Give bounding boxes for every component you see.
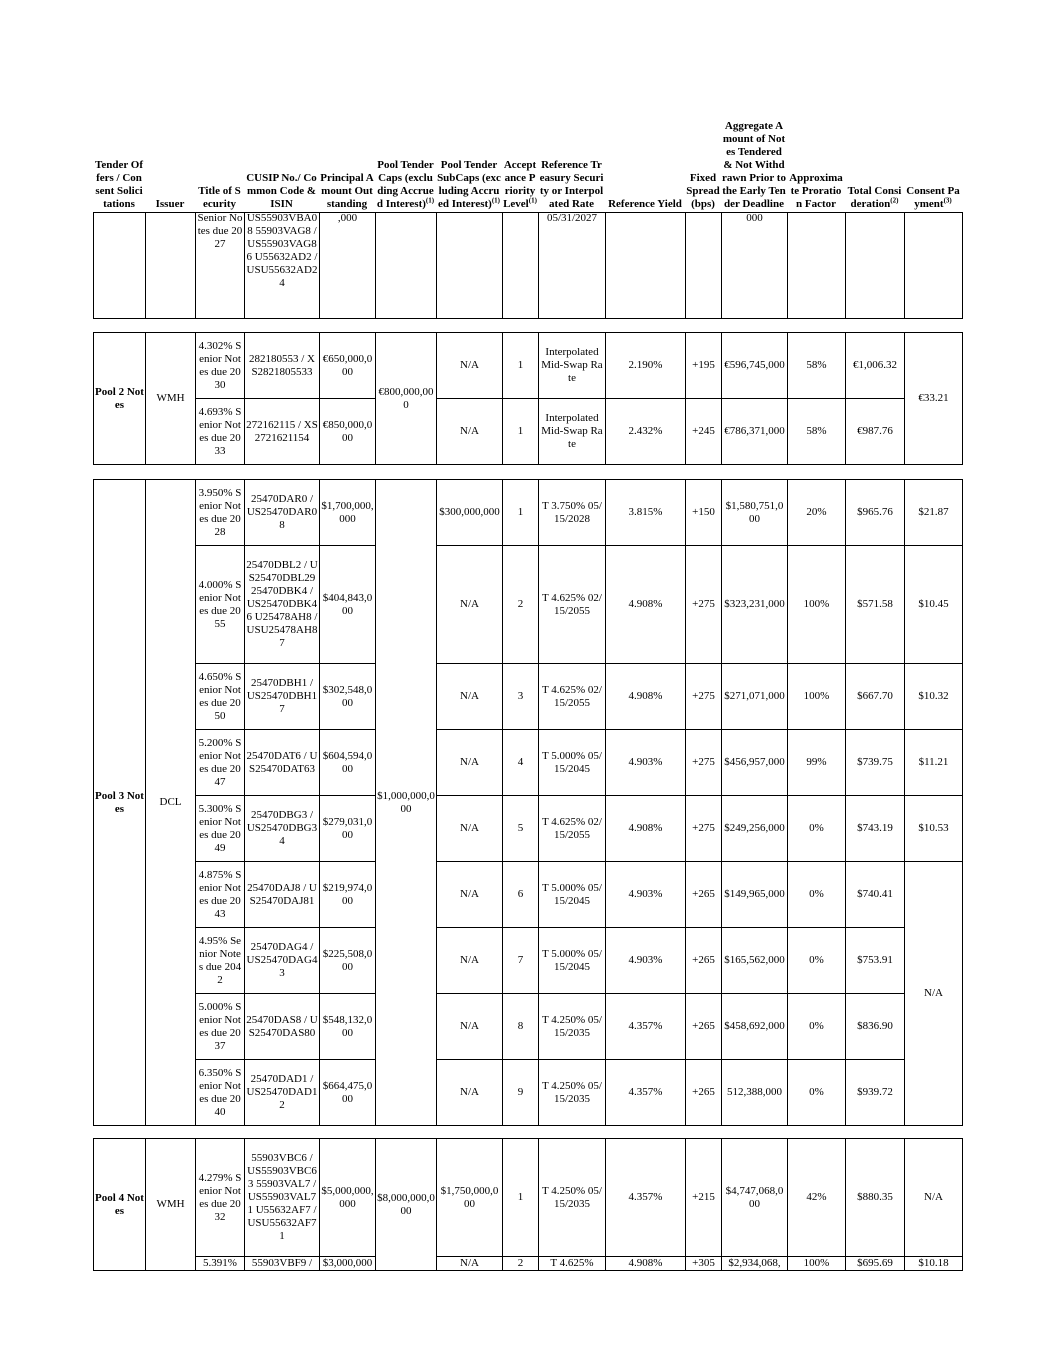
consent-cell: N/A [905,1139,963,1257]
subcap-cell: $300,000,000 [437,480,503,546]
yield-cell: 2.190% [606,333,686,399]
col-header: Acceptance Priority Level$^{(1)}$ [502,82,538,212]
subcap-cell: $1,750,000,000 [437,1139,503,1257]
principal-cell: $302,548,000 [320,664,376,730]
cusip-cell: 25470DAT6 / US25470DAT63 [245,730,320,796]
spread-cell: +215 [686,1139,722,1257]
table-row [94,928,963,994]
cusip-cell: 272162115 / XS2721621154 [245,399,320,465]
yield-cell: 4.903% [606,862,686,928]
aggregate-cell: $2,934,068, [722,1257,788,1271]
reference-cell: Interpolated Mid-Swap Rate [539,333,606,399]
consent-cell: €33.21 [905,333,963,465]
cusip-cell: US55903VBA08 55903VAG8 / US55903VAG86 U55632AD2 / USU55632AD24 [245,212,320,318]
header-row [93,82,962,212]
principal-cell: $604,594,000 [320,730,376,796]
aggregate-cell: $4,747,068,000 [722,1139,788,1257]
consent-cell: $10.53 [905,796,963,862]
consent-cell: $11.21 [905,730,963,796]
subcap-cell: N/A [437,862,503,928]
cell [846,212,905,318]
total-cell: $880.35 [846,1139,905,1257]
priority-cell: 1 [503,480,539,546]
table-row [94,1060,963,1126]
total-cell: $740.41 [846,862,905,928]
total-cell: $965.76 [846,480,905,546]
pool-cap-cell: €800,000,000 [376,333,437,465]
spread-cell: +265 [686,1060,722,1126]
cell [905,212,963,318]
yield-cell: 4.908% [606,546,686,664]
total-cell: €987.76 [846,399,905,465]
reference-cell: T 5.000% 05/15/2045 [539,730,606,796]
col-header: Pool Tender SubCaps (excluding Accrued Interest)$^{(1)}$ [436,82,502,212]
subcap-cell: N/A [437,928,503,994]
aggregate-cell: $456,957,000 [722,730,788,796]
cusip-cell: 25470DAG4 / US25470DAG43 [245,928,320,994]
principal-cell: $3,000,000 [320,1257,376,1271]
principal-cell: $279,031,000 [320,796,376,862]
spread-cell: +265 [686,928,722,994]
yield-cell: 4.908% [606,1257,686,1271]
col-header: Consent Payment$^{(3)}$ [904,82,962,212]
reference-cell: T 5.000% 05/15/2045 [539,928,606,994]
reference-cell: T 4.625% [539,1257,606,1271]
total-cell: $753.91 [846,928,905,994]
priority-cell: 9 [503,1060,539,1126]
principal-cell: $404,843,000 [320,546,376,664]
cell [437,212,503,318]
carryover-table [93,212,963,319]
col-header: Tender Offers / Consent Solicitations [93,82,145,212]
col-header: Aggregate Amount of Notes Tendered & Not Withdrawn Prior to the Early Tender Deadline [721,82,787,212]
total-cell: $743.19 [846,796,905,862]
col-header: Total Consideration$^{(2)}$ [845,82,904,212]
cusip-cell: 25470DAJ8 / US25470DAJ81 [245,862,320,928]
cusip-cell: 25470DBG3 / US25470DBG34 [245,796,320,862]
col-header: Issuer [145,82,195,212]
cusip-cell: 55903VBF9 / [245,1257,320,1271]
table-row [94,546,963,664]
proration-cell: 20% [788,480,846,546]
subcap-cell: N/A [437,994,503,1060]
cell [606,212,686,318]
aggregate-cell: 512,388,000 [722,1060,788,1126]
reference-cell: T 4.250% 05/15/2035 [539,994,606,1060]
priority-cell: 2 [503,546,539,664]
title-cell: 4.650% Senior Notes due 2050 [196,664,245,730]
principal-cell: €850,000,000 [320,399,376,465]
total-cell: $939.72 [846,1060,905,1126]
table-row [94,399,963,465]
col-header: Approximate Proration Factor [787,82,845,212]
col-header: Pool Tender Caps (excluding Accrued Interest)$^{(1)}$ [375,82,436,212]
aggregate-cell: $458,692,000 [722,994,788,1060]
reference-cell: T 4.625% 02/15/2055 [539,546,606,664]
spread-cell: +275 [686,796,722,862]
proration-cell: 42% [788,1139,846,1257]
subcap-cell: N/A [437,796,503,862]
table-row [94,994,963,1060]
priority-cell: 5 [503,796,539,862]
table-row [94,796,963,862]
aggregate-cell: $249,256,000 [722,796,788,862]
title-cell: 3.950% Senior Notes due 2028 [196,480,245,546]
priority-cell: 6 [503,862,539,928]
subcap-cell: N/A [437,664,503,730]
proration-cell: 100% [788,664,846,730]
reference-cell: Interpolated Mid-Swap Rate [539,399,606,465]
consent-cell: $21.87 [905,480,963,546]
subcap-cell: N/A [437,333,503,399]
principal-cell: ,000 [320,212,376,318]
total-cell: $571.58 [846,546,905,664]
principal-cell: $219,974,000 [320,862,376,928]
aggregate-cell: 000 [722,212,788,318]
total-cell: $836.90 [846,994,905,1060]
col-header: Reference Yield [605,82,685,212]
yield-cell: 4.903% [606,928,686,994]
cell [146,212,196,318]
reference-cell: T 4.625% 02/15/2055 [539,796,606,862]
proration-cell: 0% [788,1060,846,1126]
aggregate-cell: $165,562,000 [722,928,788,994]
priority-cell: 7 [503,928,539,994]
yield-cell: 4.908% [606,796,686,862]
priority-cell: 3 [503,664,539,730]
consent-cell: N/A [905,862,963,1126]
proration-cell: 58% [788,333,846,399]
issuer-cell: DCL [146,480,196,1126]
proration-cell: 99% [788,730,846,796]
principal-cell: $5,000,000,000 [320,1139,376,1257]
title-cell: 4.693% Senior Notes due 2033 [196,399,245,465]
yield-cell: 4.908% [606,664,686,730]
spread-cell: +245 [686,399,722,465]
aggregate-cell: $323,231,000 [722,546,788,664]
priority-cell: 8 [503,994,539,1060]
proration-cell: 100% [788,546,846,664]
priority-cell: 1 [503,333,539,399]
title-cell: 6.350% Senior Notes due 2040 [196,1060,245,1126]
proration-cell: 0% [788,796,846,862]
spread-cell: +265 [686,862,722,928]
header-table [93,82,962,213]
cell [788,212,846,318]
cusip-cell: 282180553 / XS2821805533 [245,333,320,399]
principal-cell: $548,132,000 [320,994,376,1060]
col-header: CUSIP No./ Common Code & ISIN [244,82,319,212]
title-cell: 4.000% Senior Notes due 2055 [196,546,245,664]
yield-cell: 4.357% [606,994,686,1060]
yield-cell: 4.903% [606,730,686,796]
priority-cell: 1 [503,1139,539,1257]
reference-cell: T 3.750% 05/15/2028 [539,480,606,546]
cell [686,212,722,318]
table-row [94,333,963,399]
total-cell: €1,006.32 [846,333,905,399]
cusip-cell: 25470DAD1 / US25470DAD12 [245,1060,320,1126]
total-cell: $739.75 [846,730,905,796]
aggregate-cell: $271,071,000 [722,664,788,730]
reference-cell: T 5.000% 05/15/2045 [539,862,606,928]
principal-cell: $1,700,000,000 [320,480,376,546]
subcap-cell: N/A [437,1257,503,1271]
title-cell: 4.302% Senior Notes due 2030 [196,333,245,399]
spread-cell: +195 [686,333,722,399]
yield-cell: 4.357% [606,1060,686,1126]
consent-cell: $10.45 [905,546,963,664]
col-header: Fixed Spread (bps) [685,82,721,212]
spread-cell: +275 [686,664,722,730]
cell [376,212,437,318]
table-row [94,212,963,318]
spread-cell: +275 [686,546,722,664]
col-header: Title of Security [195,82,244,212]
title-cell: 5.200% Senior Notes due 2047 [196,730,245,796]
proration-cell: 0% [788,928,846,994]
title-cell: 5.391% [196,1257,245,1271]
issuer-cell: WMH [146,1139,196,1271]
title-cell: 5.000% Senior Notes due 2037 [196,994,245,1060]
pool-name: Pool 4 Notes [94,1139,146,1271]
yield-cell: 3.815% [606,480,686,546]
reference-cell: T 4.625% 02/15/2055 [539,664,606,730]
aggregate-cell: €786,371,000 [722,399,788,465]
yield-cell: 4.357% [606,1139,686,1257]
pool4-table [93,1138,963,1271]
spread-cell: +275 [686,730,722,796]
principal-cell: $664,475,000 [320,1060,376,1126]
cusip-cell: 25470DBL2 / US25470DBL29 25470DBK4 / US25470DBK46 U25478AH8 / USU25478AH87 [245,546,320,664]
pool3-table [93,479,963,1126]
total-cell: $667.70 [846,664,905,730]
proration-cell: 0% [788,862,846,928]
col-header: Reference Treasury Security or Interpolated Rate [538,82,605,212]
pool-cap-cell: $8,000,000,000 [376,1139,437,1271]
cusip-cell: 25470DAR0 / US25470DAR08 [245,480,320,546]
table-row [94,480,963,546]
subcap-cell: N/A [437,730,503,796]
cell [503,212,539,318]
reference-cell: T 4.250% 05/15/2035 [539,1060,606,1126]
pool-cap-cell: $1,000,000,000 [376,480,437,1126]
title-cell: 4.95% Senior Notes due 2042 [196,928,245,994]
aggregate-cell: €596,745,000 [722,333,788,399]
title-cell: Senior Notes due 2027 [196,212,245,318]
title-cell: 4.279% Senior Notes due 2032 [196,1139,245,1257]
col-header: Principal Amount Outstanding [319,82,375,212]
proration-cell: 100% [788,1257,846,1271]
consent-cell: $10.32 [905,664,963,730]
table-row [94,1139,963,1257]
consent-cell: $10.18 [905,1257,963,1271]
proration-cell: 0% [788,994,846,1060]
subcap-cell: N/A [437,546,503,664]
title-cell: 5.300% Senior Notes due 2049 [196,796,245,862]
table-row [94,730,963,796]
cell [94,212,146,318]
table-row [94,1257,963,1271]
total-cell: $695.69 [846,1257,905,1271]
table-row [94,664,963,730]
table-row [94,862,963,928]
aggregate-cell: $1,580,751,000 [722,480,788,546]
subcap-cell: N/A [437,1060,503,1126]
cusip-cell: 55903VBC6 / US55903VBC63 55903VAL7 / US55903VAL71 U55632AF7 / USU55632AF71 [245,1139,320,1257]
principal-cell: $225,508,000 [320,928,376,994]
cusip-cell: 25470DBH1 / US25470DBH17 [245,664,320,730]
priority-cell: 2 [503,1257,539,1271]
principal-cell: €650,000,000 [320,333,376,399]
reference-cell: T 4.250% 05/15/2035 [539,1139,606,1257]
reference-cell: 05/31/2027 [539,212,606,318]
spread-cell: +150 [686,480,722,546]
pool2-table [93,332,963,465]
pool-name: Pool 3 Notes [94,480,146,1126]
priority-cell: 4 [503,730,539,796]
aggregate-cell: $149,965,000 [722,862,788,928]
pool-name: Pool 2 Notes [94,333,146,465]
spread-cell: +265 [686,994,722,1060]
proration-cell: 58% [788,399,846,465]
spread-cell: +305 [686,1257,722,1271]
priority-cell: 1 [503,399,539,465]
yield-cell: 2.432% [606,399,686,465]
subcap-cell: N/A [437,399,503,465]
issuer-cell: WMH [146,333,196,465]
cusip-cell: 25470DAS8 / US25470DAS80 [245,994,320,1060]
title-cell: 4.875% Senior Notes due 2043 [196,862,245,928]
